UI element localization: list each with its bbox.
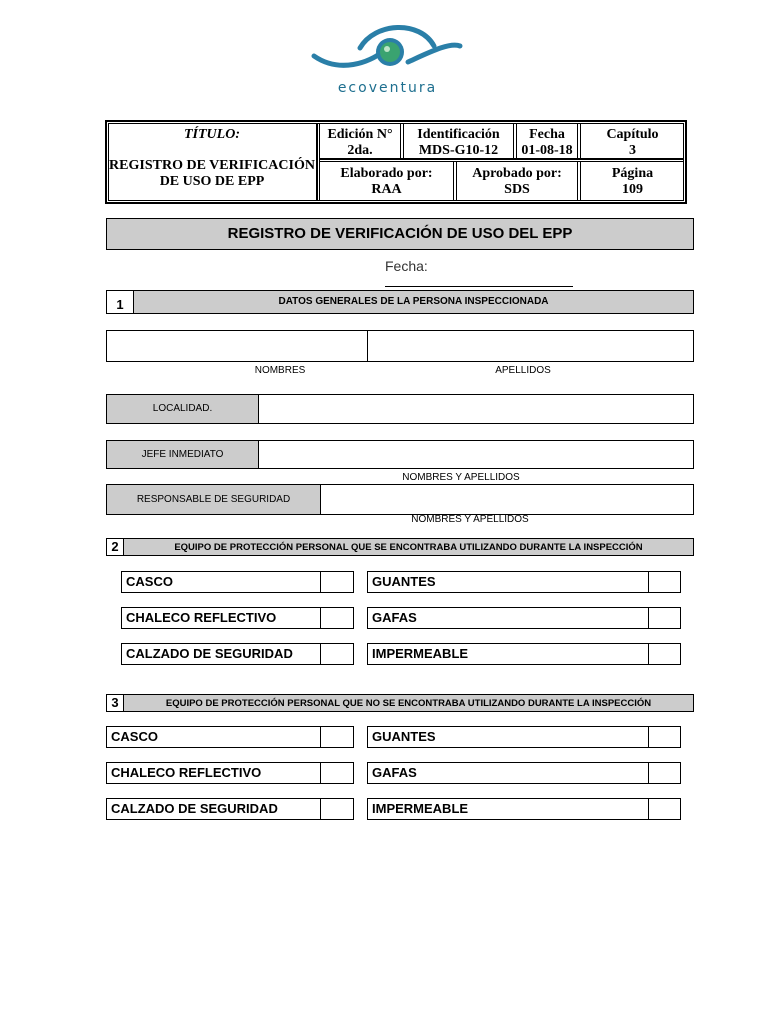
responsable-seguridad-input[interactable]	[320, 484, 694, 515]
s3-item-guantes: GUANTES	[367, 726, 649, 748]
jefe-caption: NOMBRES Y APELLIDOS	[402, 472, 520, 483]
s3-item-calzado: CALZADO DE SEGURIDAD	[106, 798, 321, 820]
responsable-seguridad-label: RESPONSABLE DE SEGURIDAD	[106, 484, 321, 515]
header-row-divider	[320, 158, 684, 160]
s3-check-casco[interactable]	[320, 726, 354, 748]
s3-item-chaleco: CHALECO REFLECTIVO	[106, 762, 321, 784]
fecha-header-value: 01-08-18	[521, 143, 573, 158]
jefe-inmediato-label: JEFE INMEDIATO	[106, 440, 259, 469]
s3-check-impermeable[interactable]	[648, 798, 681, 820]
eye-wave-icon	[300, 22, 475, 82]
form-title: REGISTRO DE VERIFICACIÓN DE USO DEL EPP	[106, 218, 694, 250]
elaborado-value: RAA	[371, 182, 402, 197]
section-2-title: EQUIPO DE PROTECCIÓN PERSONAL QUE SE ENCONTRABA UTILIZANDO DURANTE LA INSPECCIÓN	[123, 538, 694, 556]
header-divider	[400, 123, 401, 158]
s2-item-gafas: GAFAS	[367, 607, 649, 629]
s2-check-guantes[interactable]	[648, 571, 681, 593]
header-divider	[453, 162, 454, 201]
edicion-value: 2da.	[347, 143, 373, 158]
titulo-line-1: REGISTRO DE VERIFICACIÓN	[109, 158, 315, 173]
section-1-number: 1	[106, 290, 134, 314]
section-1-title: DATOS GENERALES DE LA PERSONA INSPECCIONADA	[133, 290, 694, 314]
aprobado-value: SDS	[504, 182, 530, 197]
aprobado-label: Aprobado por:	[472, 166, 562, 181]
s2-check-gafas[interactable]	[648, 607, 681, 629]
header-divider	[577, 162, 578, 201]
pagina-value: 109	[622, 182, 643, 197]
edicion-label: Edición N°	[327, 127, 393, 142]
s2-check-chaleco[interactable]	[320, 607, 354, 629]
elaborado-label: Elaborado por:	[340, 166, 433, 181]
header-row-divider	[320, 161, 684, 162]
s3-item-impermeable: IMPERMEABLE	[367, 798, 649, 820]
section-3-number: 3	[106, 694, 124, 712]
s2-check-casco[interactable]	[320, 571, 354, 593]
s3-check-gafas[interactable]	[648, 762, 681, 784]
logo-wordmark: ecoventura	[337, 80, 438, 96]
section-3-title: EQUIPO DE PROTECCIÓN PERSONAL QUE NO SE ENCONTRABA UTILIZANDO DURANTE LA INSPECCIÓN	[123, 694, 694, 712]
fecha-field[interactable]	[385, 258, 615, 290]
s2-check-calzado[interactable]	[320, 643, 354, 665]
s3-check-guantes[interactable]	[648, 726, 681, 748]
capitulo-label: Capítulo	[606, 127, 659, 142]
nombres-input[interactable]	[106, 330, 368, 362]
responsable-caption: NOMBRES Y APELLIDOS	[411, 514, 529, 525]
titulo-label: TÍTULO:	[184, 127, 240, 142]
s2-item-impermeable: IMPERMEABLE	[367, 643, 649, 665]
section-2-number: 2	[106, 538, 124, 556]
apellidos-caption: APELLIDOS	[495, 365, 551, 376]
s2-item-chaleco: CHALECO REFLECTIVO	[121, 607, 321, 629]
jefe-inmediato-input[interactable]	[258, 440, 694, 469]
identificacion-value: MDS-G10-12	[418, 143, 499, 158]
s3-item-gafas: GAFAS	[367, 762, 649, 784]
fecha-header-label: Fecha	[529, 127, 565, 142]
s3-check-calzado[interactable]	[320, 798, 354, 820]
s2-item-guantes: GUANTES	[367, 571, 649, 593]
titulo-line-2: DE USO DE EPP	[159, 174, 265, 189]
pagina-label: Página	[611, 166, 654, 181]
nombres-caption: NOMBRES	[254, 365, 306, 376]
fecha-label: Fecha:	[385, 258, 428, 274]
capitulo-value: 3	[629, 143, 636, 158]
s2-item-casco: CASCO	[121, 571, 321, 593]
header-divider	[316, 123, 318, 201]
apellidos-input[interactable]	[367, 330, 694, 362]
s2-check-impermeable[interactable]	[648, 643, 681, 665]
header-divider	[513, 123, 514, 158]
localidad-label: LOCALIDAD.	[106, 394, 259, 424]
header-divider	[577, 123, 578, 158]
identificacion-label: Identificación	[417, 127, 500, 142]
fecha-underline[interactable]	[385, 274, 573, 287]
s3-check-chaleco[interactable]	[320, 762, 354, 784]
s2-item-calzado: CALZADO DE SEGURIDAD	[121, 643, 321, 665]
s3-item-casco: CASCO	[106, 726, 321, 748]
localidad-input[interactable]	[258, 394, 694, 424]
